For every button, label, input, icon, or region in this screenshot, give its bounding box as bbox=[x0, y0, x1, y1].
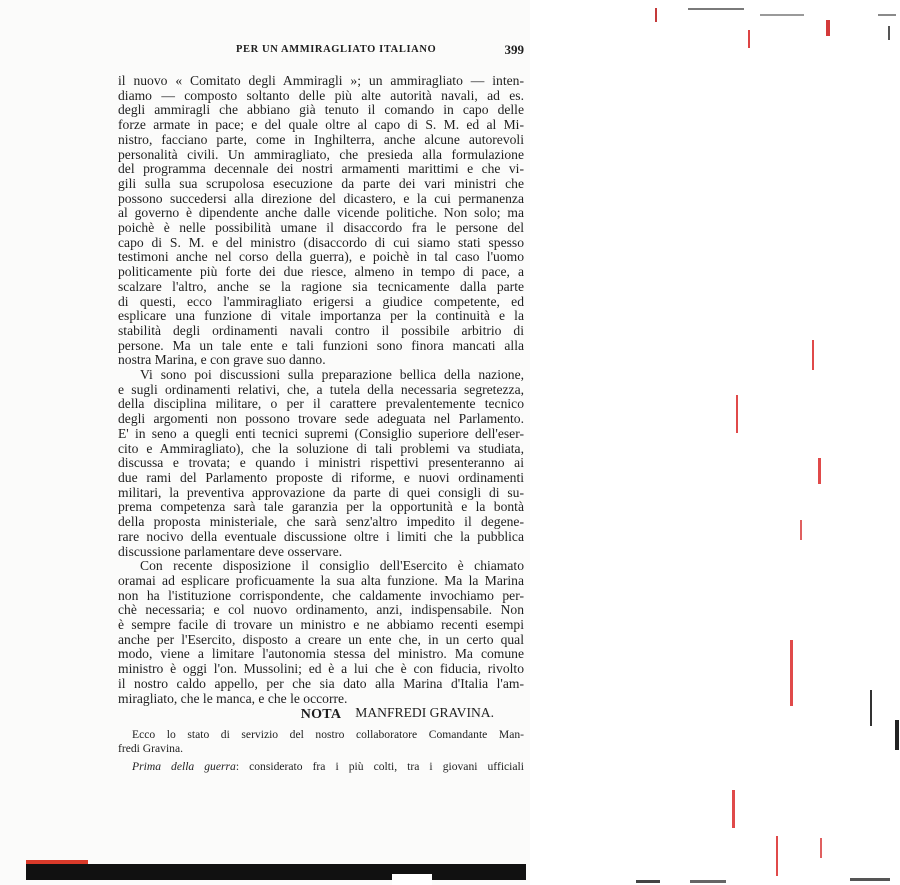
text-line: del programma decennale dei nostri armamenti marittimi e che vi- bbox=[118, 161, 524, 177]
text-line: scalzare l'altro, anche se la ragione sia tecnicamente dalla parte bbox=[118, 278, 524, 294]
text-line: capo di S. M. e del ministro (disaccordo di cui siamo stati spesso bbox=[118, 234, 524, 250]
text-line: degli argomenti non possono trovare sede adeguata nel Parlamento. bbox=[118, 411, 524, 427]
text-line: forze armate in pace; e del quale oltre al capo di S. M. ed al Mi- bbox=[118, 117, 524, 133]
note-line: Ecco lo stato di servizio del nostro collaboratore Comandante Man- bbox=[132, 728, 524, 741]
text-line: oramai ad esplicare proficuamente la sua alta funzione. Ma la Marina bbox=[118, 572, 524, 588]
running-head bbox=[118, 44, 528, 60]
text-line: degli ammiragli che abbiano già tenuto il comando in capo delle bbox=[118, 102, 524, 118]
text-line: di questi, ecco l'ammiragliato erigersi a giudice competente, ed bbox=[118, 293, 524, 309]
page-number: 399 bbox=[504, 42, 524, 57]
scan-edge-gap bbox=[392, 874, 432, 885]
text-line: possono succedersi alla direzione del dicastero, e la cui permanenza bbox=[118, 190, 524, 206]
note-heading: NOTA bbox=[300, 707, 342, 722]
text-line: chè necessaria; e col nuovo ordinamento, anzi, indispensabile. Non bbox=[118, 602, 524, 618]
text-line: E' in seno a quegli enti tecnici supremi (Consiglio superiore dell'eser- bbox=[118, 425, 524, 441]
text-line: militari, la preventiva approvazione da parte di quei consigli di su- bbox=[118, 484, 524, 500]
note-italic-phrase: Prima della guerra bbox=[132, 760, 236, 773]
text-line: testimoni anche nel corso della guerra), e poichè in tal caso l'uomo bbox=[118, 249, 524, 265]
text-line: Vi sono poi discussioni sulla preparazione bellica della nazione, bbox=[140, 367, 524, 383]
text-line: modo, viene a limitare l'autonomia stessa del ministro. Ma comune bbox=[118, 646, 524, 662]
text-line: nistro, facciano parte, come in Inghilterra, anche alcune autorevoli bbox=[118, 131, 524, 147]
note-body bbox=[118, 728, 524, 774]
text-line: il nostro caldo appello, per che sia dato alla Marina d'Italia l'am- bbox=[118, 675, 524, 691]
text-line: stabilità degli ordinamenti navali contro il possibile arbitrio di bbox=[118, 322, 524, 338]
article-body bbox=[118, 74, 524, 721]
text-line: due rami del Parlamento proposte di riforme, e nuovi ordinamenti bbox=[118, 469, 524, 485]
text-line: della disciplina militare, o per il carattere prevalentemente tecnico bbox=[118, 396, 524, 412]
text-line: il nuovo « Comitato degli Ammiragli »; un ammiragliato — inten- bbox=[118, 73, 524, 88]
text-line: politicamente più forte dei due riesce, almeno in tempo di pace, a bbox=[118, 264, 524, 280]
text-line: esplicare una funzione di vitale importanza per la continuità e la bbox=[118, 308, 524, 324]
text-line: Con recente disposizione il consiglio dell'Esercito è chiamato bbox=[140, 558, 524, 574]
text-line: ministro è oggi l'on. Mussolini; ed è a lui che è con fiducia, rivolto bbox=[118, 661, 524, 677]
text-line: cito e Ammiragliato), che la soluzione di tali problemi va studiata, bbox=[118, 440, 524, 456]
text-line: persone. Ma un tale ente e tali funzioni sono finora mancati alla bbox=[118, 337, 524, 353]
text-line: poichè è nelle possibilità umane il disaccordo fra le persone del bbox=[118, 220, 524, 236]
text-line: miragliato, che le manca, e che le occorre. bbox=[118, 690, 348, 706]
text-line: gili sulla sua scrupolosa esecuzione da parte dei vari ministri che bbox=[118, 175, 524, 191]
text-line: discussione parlamentare deve osservare. bbox=[118, 543, 343, 559]
running-title: PER UN AMMIRAGLIATO ITALIANO bbox=[236, 44, 437, 55]
text-line: al governo è dipendente anche dalle vicende politiche. Non solo; ma bbox=[118, 205, 524, 221]
signature: MANFREDI GRAVINA. bbox=[355, 705, 494, 721]
text-line: nostra Marina, e con grave suo danno. bbox=[118, 352, 326, 368]
text-line: anche per l'Esercito, disposto a creare un ente che, in un certo qual bbox=[118, 631, 524, 647]
text-line: discussa e trovata; e quando i ministri rispettivi presenteranno ai bbox=[118, 455, 524, 471]
text-line: è sempre facile di trovare un ministro e ne abbiamo recenti esempi bbox=[118, 617, 524, 633]
note-line bbox=[118, 760, 524, 774]
text-line: personalità civili. Un ammiragliato, che presieda alla formulazione bbox=[118, 146, 524, 162]
text-line: prema competenza sarà tale garanzia per la opportunità e la bontà bbox=[118, 499, 524, 515]
note-line: fredi Gravina. bbox=[118, 742, 184, 755]
text-line: rare nocivo della eventuale discussione oltre i limiti che la pubblica bbox=[118, 528, 524, 544]
text-line: diamo — composto soltanto delle più alte autorità navali, ad es. bbox=[118, 87, 524, 103]
text-line: della proposta ministeriale, che sarà senz'altro impedito il degene- bbox=[118, 514, 524, 530]
scan-edge-black bbox=[26, 864, 526, 880]
text-line: e sugli ordinamenti relativi, che, a tutela della necessaria segretezza, bbox=[118, 381, 524, 397]
note-line-rest: : considerato fra i più colti, tra i giovani ufficiali bbox=[235, 760, 524, 773]
text-line: non ha l'istituzione corrispondente, che caldamente invochiamo per- bbox=[118, 587, 524, 603]
